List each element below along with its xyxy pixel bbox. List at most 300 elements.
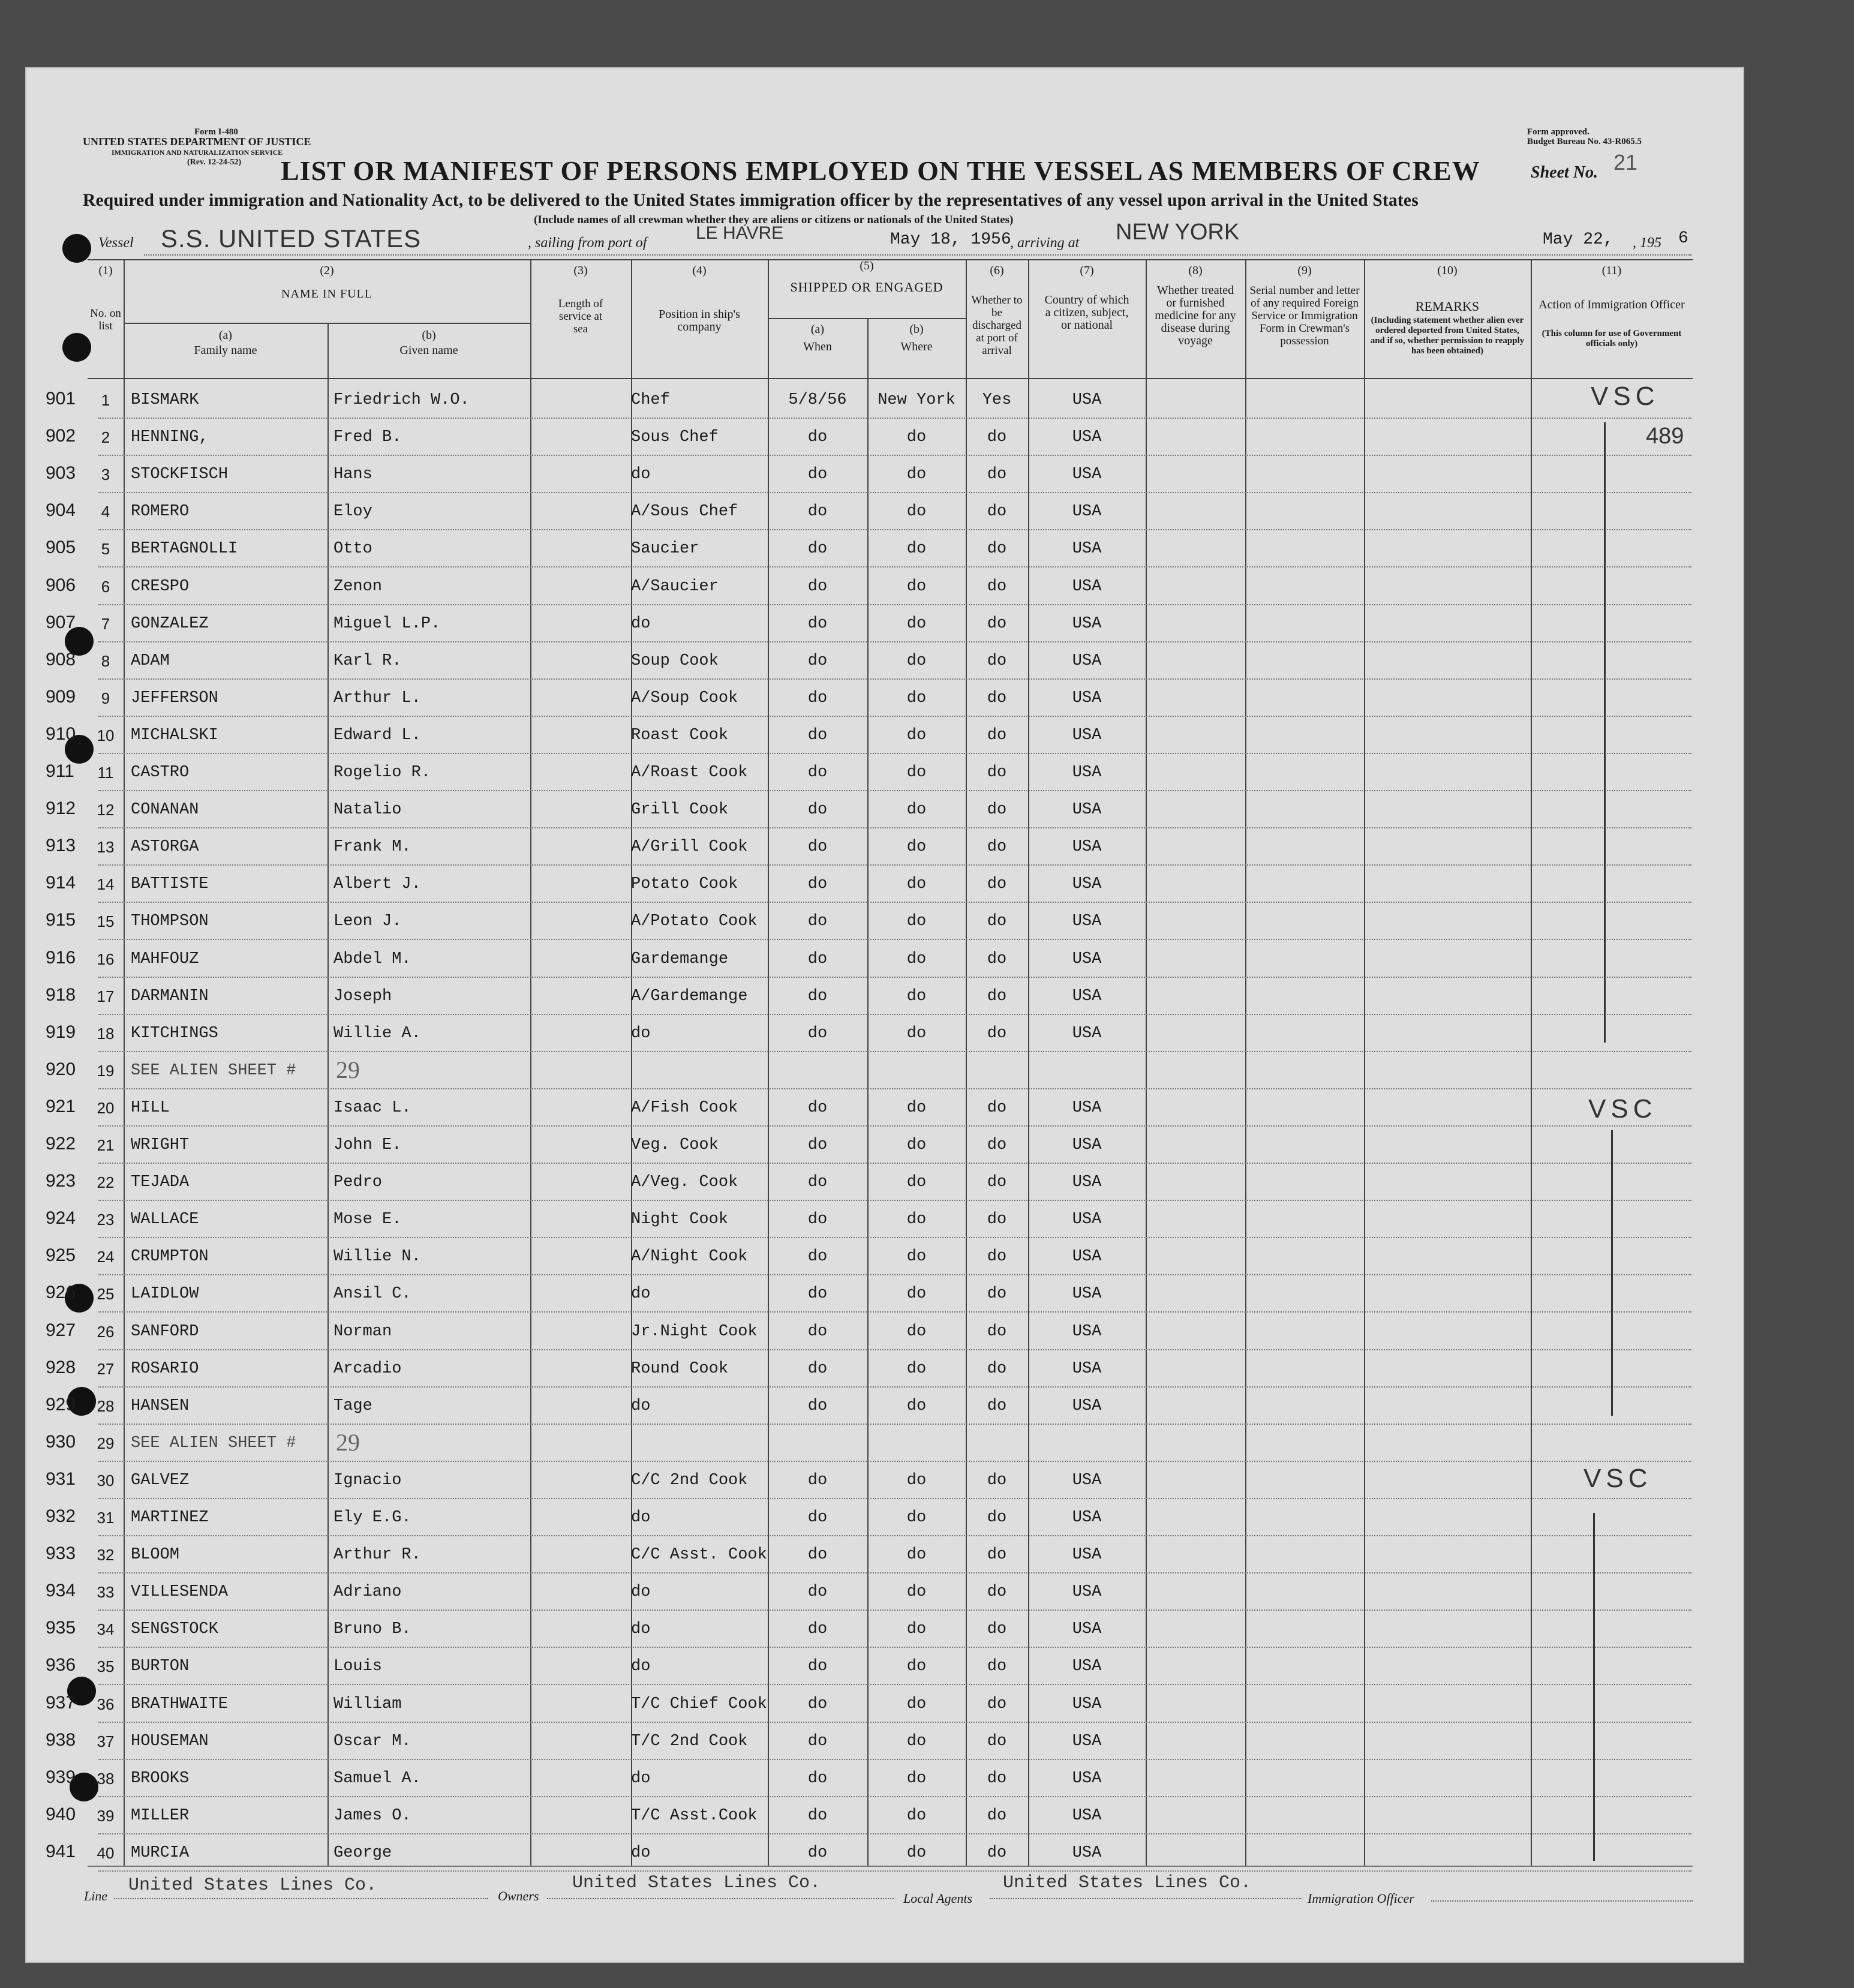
punch-hole	[62, 333, 91, 362]
list-number: 10	[97, 726, 115, 744]
shipped-when: do	[807, 1359, 828, 1378]
line-value: United States Lines Co.	[128, 1875, 377, 1896]
shipped-where: do	[906, 651, 927, 670]
table-row	[0, 1350, 1719, 1388]
shipped-when: do	[807, 726, 828, 744]
col2a-label: Family name	[194, 344, 257, 357]
position: do	[631, 1620, 651, 1639]
list-number: 40	[97, 1843, 115, 1862]
shipped-where: do	[906, 1732, 927, 1750]
shipped-where: do	[906, 1769, 927, 1788]
col7-number: (7)	[1080, 264, 1094, 277]
owners-value: United States Lines Co.	[572, 1873, 821, 1893]
given-name: Norman	[333, 1322, 392, 1341]
register-number: 926	[46, 1283, 76, 1303]
country: USA	[1072, 1211, 1102, 1229]
list-number: 37	[97, 1732, 115, 1750]
list-number: 27	[97, 1359, 115, 1378]
list-number: 3	[101, 466, 110, 484]
table-row	[0, 605, 1719, 642]
col7-label: Country of which a citizen, subject, or national	[1044, 293, 1129, 332]
position: Potato Cook	[631, 875, 738, 894]
register-number: 941	[46, 1841, 76, 1861]
given-name: Leon J.	[333, 912, 402, 931]
family-name: CONANAN	[131, 801, 199, 819]
position: Round Cook	[631, 1359, 729, 1378]
table-row	[0, 791, 1719, 828]
owners-label: Owners	[498, 1888, 539, 1903]
discharged: do	[987, 428, 1007, 447]
table-row	[0, 1052, 1719, 1089]
country: USA	[1072, 689, 1102, 707]
position: Grill Cook	[631, 801, 729, 819]
family-name: MICHALSKI	[131, 726, 218, 744]
discharged: do	[987, 1657, 1007, 1676]
position: C/C 2nd Cook	[631, 1471, 748, 1490]
sail-date: May 18, 1956	[890, 230, 1011, 249]
col3-label: Length of service at sea	[558, 298, 603, 335]
shipped-when: do	[807, 987, 828, 1005]
shipped-where: do	[906, 1285, 927, 1304]
family-name: ADAM	[131, 651, 170, 670]
sheet-label: Sheet No.	[1531, 163, 1598, 182]
agents-label: Local Agents	[903, 1891, 973, 1906]
arriving-label: , arriving at	[1010, 235, 1080, 251]
col2a-letter: (a)	[218, 329, 233, 342]
given-name: Tage	[333, 1397, 372, 1415]
shipped-when: do	[807, 1620, 828, 1639]
shipped-where: do	[906, 1843, 927, 1862]
table-row	[0, 1797, 1719, 1834]
register-number: 939	[46, 1767, 76, 1787]
officer-bracket	[1604, 422, 1606, 1043]
shipped-when: do	[807, 540, 828, 558]
given-name: Otto	[333, 540, 372, 558]
discharged: do	[987, 1322, 1007, 1341]
list-number: 29	[97, 1434, 115, 1452]
register-number: 909	[46, 686, 76, 707]
given-name: 29	[336, 1056, 360, 1083]
shipped-when: do	[807, 466, 828, 484]
table-row	[0, 1611, 1719, 1648]
discharged: do	[987, 838, 1007, 857]
table-row	[0, 941, 1719, 978]
register-number: 933	[46, 1543, 76, 1564]
country: USA	[1072, 503, 1102, 521]
list-number: 38	[97, 1769, 115, 1788]
register-number: 931	[46, 1469, 76, 1489]
shipped-where: do	[906, 875, 927, 894]
country: USA	[1072, 1024, 1102, 1043]
given-name: Pedro	[333, 1173, 383, 1192]
col2-number: (2)	[320, 264, 334, 277]
table-row	[0, 1425, 1719, 1462]
position: Soup Cook	[631, 651, 719, 670]
given-name: Willie A.	[333, 1024, 421, 1043]
register-number: 927	[46, 1320, 76, 1340]
register-number: 916	[46, 947, 76, 968]
discharged: do	[987, 1211, 1007, 1229]
shipped-where: do	[906, 1695, 927, 1713]
shipped-where: do	[906, 764, 927, 782]
given-name: Louis	[333, 1657, 383, 1676]
list-number: 5	[101, 540, 110, 558]
col8-number: (8)	[1188, 264, 1203, 277]
discharged: do	[987, 1024, 1007, 1043]
country: USA	[1072, 1509, 1102, 1527]
shipped-when: do	[807, 1024, 828, 1043]
list-number: 31	[97, 1509, 115, 1527]
family-name: CRESPO	[131, 577, 190, 596]
table-row	[0, 903, 1719, 940]
position: do	[631, 1397, 651, 1415]
col8-label: Whether treated or furnished medicine for any disease during voyage	[1155, 284, 1236, 347]
shipped-when: do	[807, 801, 828, 819]
discharged: do	[987, 1285, 1007, 1304]
discharged: do	[987, 540, 1007, 558]
country: USA	[1072, 764, 1102, 782]
family-name: HENNING,	[131, 428, 209, 447]
register-number: 902	[46, 426, 76, 446]
col2-label: NAME IN FULL	[281, 287, 372, 301]
given-name: Joseph	[333, 987, 392, 1005]
country: USA	[1072, 1471, 1102, 1490]
shipped-when: do	[807, 1248, 828, 1266]
family-name: THOMPSON	[131, 912, 209, 931]
position: A/Veg. Cook	[631, 1173, 738, 1192]
include-note: (Include names of all crewman whether they are aliens or citizens or nationals of the United States)	[534, 214, 1014, 226]
list-number: 15	[97, 912, 115, 931]
country: USA	[1072, 875, 1102, 894]
country: USA	[1072, 1136, 1102, 1154]
register-number: 911	[46, 761, 74, 781]
country: USA	[1072, 1285, 1102, 1304]
list-number: 19	[97, 1061, 115, 1080]
subtitle: Required under immigration and Nationality Act, to be delivered to the United States immigration officer by the representatives of any vessel upon arrival in the United States	[83, 191, 1419, 210]
family-name: SENGSTOCK	[131, 1620, 218, 1639]
subheader-rule	[768, 318, 966, 319]
vessel-name: S.S. UNITED STATES	[161, 224, 422, 253]
family-name: BATTISTE	[131, 875, 209, 894]
service: IMMIGRATION AND NATURALIZATION SERVICE	[112, 148, 283, 157]
position: do	[631, 1769, 651, 1788]
position: Saucier	[631, 540, 699, 558]
shipped-where: do	[906, 1248, 927, 1266]
given-name: Isaac L.	[333, 1098, 411, 1117]
register-number: 906	[46, 575, 76, 595]
table-row	[0, 1275, 1719, 1313]
discharged: do	[987, 1359, 1007, 1378]
table-row	[0, 419, 1719, 456]
register-number: 932	[46, 1506, 76, 1526]
col11-number: (11)	[1601, 264, 1622, 277]
shipped-where: do	[906, 577, 927, 596]
discharged: do	[987, 950, 1007, 968]
register-number: 914	[46, 873, 76, 893]
shipped-when: do	[807, 503, 828, 521]
shipped-when: do	[807, 614, 828, 633]
list-number: 16	[97, 950, 115, 968]
given-name: Ignacio	[333, 1471, 402, 1490]
table-row	[0, 642, 1719, 680]
country: USA	[1072, 651, 1102, 670]
register-number: 904	[46, 500, 76, 521]
list-number: 36	[97, 1695, 115, 1713]
position: T/C Asst.Cook	[631, 1806, 758, 1825]
col4-number: (4)	[692, 264, 707, 277]
table-row	[0, 978, 1719, 1015]
shipped-when: do	[807, 577, 828, 596]
register-number: 923	[46, 1171, 76, 1191]
shipped-where: do	[906, 838, 927, 857]
shipped-when: do	[807, 950, 828, 968]
discharged: do	[987, 1620, 1007, 1639]
family-name: CRUMPTON	[131, 1248, 209, 1266]
shipped-when: 5/8/56	[788, 391, 847, 409]
table-row	[0, 1536, 1719, 1573]
given-name: Karl R.	[333, 651, 402, 670]
list-number: 4	[101, 503, 110, 521]
position: Night Cook	[631, 1211, 729, 1229]
shipped-when: do	[807, 1843, 828, 1862]
sailing-label: , sailing from port of	[528, 235, 647, 251]
family-name: STOCKFISCH	[131, 466, 229, 484]
family-name: MURCIA	[131, 1843, 190, 1862]
country: USA	[1072, 1843, 1102, 1862]
department: UNITED STATES DEPARTMENT OF JUSTICE	[83, 136, 311, 148]
given-name: Albert J.	[333, 875, 421, 894]
register-number: 940	[46, 1804, 76, 1824]
col5a-letter: (a)	[810, 323, 825, 336]
table-row	[0, 1462, 1719, 1499]
family-name: CASTRO	[131, 764, 190, 782]
shipped-where: do	[906, 1322, 927, 1341]
register-number: 929	[46, 1394, 76, 1415]
table-row	[0, 382, 1719, 419]
shipped-where: do	[906, 801, 927, 819]
owners-underline	[547, 1898, 894, 1899]
shipped-where: do	[906, 689, 927, 707]
given-name: Rogelio R.	[333, 764, 431, 782]
table-row	[0, 1388, 1719, 1425]
family-name: HILL	[131, 1098, 170, 1117]
position: C/C Asst. Cook	[631, 1546, 767, 1564]
register-number: 936	[46, 1655, 76, 1675]
col6-number: (6)	[990, 264, 1004, 277]
register-number: 918	[46, 984, 76, 1005]
officer-initials: VSC	[1583, 1464, 1652, 1493]
discharged: do	[987, 1806, 1007, 1825]
page-title: LIST OR MANIFEST OF PERSONS EMPLOYED ON THE VESSEL AS MEMBERS OF CREW	[281, 155, 1480, 186]
shipped-when: do	[807, 912, 828, 931]
family-name: MAHFOUZ	[131, 950, 199, 968]
given-name: Mose E.	[333, 1211, 402, 1229]
register-number: 912	[46, 798, 76, 819]
shipped-when: do	[807, 1098, 828, 1117]
col10-title: REMARKS	[1415, 299, 1480, 314]
list-number: 23	[97, 1211, 115, 1229]
col5-label: SHIPPED OR ENGAGED	[790, 280, 943, 295]
col5b-letter: (b)	[909, 323, 924, 336]
country: USA	[1072, 1359, 1102, 1378]
line-label: Line	[84, 1888, 108, 1903]
list-number: 6	[101, 577, 110, 596]
table-row	[0, 1760, 1719, 1797]
given-name: Hans	[333, 466, 372, 484]
shipped-when: do	[807, 1471, 828, 1490]
given-name: Willie N.	[333, 1248, 421, 1266]
register-number: 908	[46, 649, 76, 669]
list-number: 28	[97, 1397, 115, 1415]
discharged: do	[987, 614, 1007, 633]
register-number: 910	[46, 723, 76, 744]
col11-label: (This column for use of Government officials only)	[1542, 329, 1682, 349]
shipped-where: do	[906, 726, 927, 744]
list-number: 8	[101, 651, 110, 670]
table-row	[0, 1127, 1719, 1164]
family-name: ROSARIO	[131, 1359, 199, 1378]
position: A/Sous Chef	[631, 503, 738, 521]
family-name: SANFORD	[131, 1322, 199, 1341]
shipped-when: do	[807, 1546, 828, 1564]
table-row	[0, 1648, 1719, 1685]
given-name: Arthur R.	[333, 1546, 421, 1564]
register-number: 922	[46, 1134, 76, 1154]
discharged: do	[987, 726, 1007, 744]
position: T/C 2nd Cook	[631, 1732, 748, 1750]
shipped-when: do	[807, 875, 828, 894]
given-name: Ely E.G.	[333, 1509, 411, 1527]
register-number: 924	[46, 1208, 76, 1229]
table-row	[0, 568, 1719, 605]
discharged: do	[987, 689, 1007, 707]
given-name: George	[333, 1843, 392, 1862]
position: Jr.Night Cook	[631, 1322, 758, 1341]
shipped-where: do	[906, 1546, 927, 1564]
shipped-where: do	[906, 1173, 927, 1192]
shipped-when: do	[807, 1806, 828, 1825]
discharged: do	[987, 1769, 1007, 1788]
officer-bracket	[1593, 1513, 1595, 1861]
table-row	[0, 1238, 1719, 1275]
family-name: ASTORGA	[131, 838, 199, 857]
table-row	[0, 754, 1719, 791]
officer-initials: VSC	[1588, 1094, 1657, 1124]
register-number: 907	[46, 612, 76, 632]
shipped-where: do	[906, 466, 927, 484]
country: USA	[1072, 1098, 1102, 1117]
discharged: do	[987, 1732, 1007, 1750]
shipped-when: do	[807, 1769, 828, 1788]
country: USA	[1072, 1322, 1102, 1341]
discharged: do	[987, 912, 1007, 931]
family-name: WRIGHT	[131, 1136, 190, 1154]
family-name: ROMERO	[131, 503, 190, 521]
agents-underline	[990, 1898, 1302, 1899]
row-rule	[98, 1870, 1691, 1872]
register-number: 921	[46, 1096, 76, 1116]
family-name: HANSEN	[131, 1397, 190, 1415]
register-number: 905	[46, 537, 76, 558]
position: A/Potato Cook	[631, 912, 758, 931]
list-number: 34	[97, 1620, 115, 1639]
country: USA	[1072, 577, 1102, 596]
country: USA	[1072, 912, 1102, 931]
col4-label: Position in ship's company	[659, 308, 740, 334]
shipped-when: do	[807, 1136, 828, 1154]
given-name: Adriano	[333, 1583, 402, 1602]
table-row	[0, 1201, 1719, 1238]
table-row	[0, 1089, 1719, 1127]
country: USA	[1072, 1620, 1102, 1639]
list-number: 13	[97, 838, 115, 857]
table-row	[0, 1499, 1719, 1536]
shipped-when: do	[807, 1509, 828, 1527]
discharged: do	[987, 577, 1007, 596]
country: USA	[1072, 950, 1102, 968]
list-number: 7	[101, 614, 110, 633]
shipped-when: do	[807, 1397, 828, 1415]
table-row	[0, 828, 1719, 866]
vessel-label: Vessel	[98, 235, 134, 251]
discharged: Yes	[982, 391, 1012, 409]
col2b-letter: (b)	[422, 329, 436, 342]
shipped-where: do	[906, 1024, 927, 1043]
given-name: Samuel A.	[333, 1769, 421, 1788]
register-number: 930	[46, 1431, 76, 1452]
position: A/Soup Cook	[631, 689, 738, 707]
table-row	[0, 1313, 1719, 1350]
family-name: WALLACE	[131, 1211, 199, 1229]
family-name: TEJADA	[131, 1173, 190, 1192]
table-row	[0, 530, 1719, 567]
shipped-where: do	[906, 428, 927, 447]
discharged: do	[987, 503, 1007, 521]
register-number: 903	[46, 463, 76, 484]
discharged: do	[987, 1136, 1007, 1154]
country: USA	[1072, 1546, 1102, 1564]
table-row	[0, 493, 1719, 530]
shipped-where: do	[906, 1583, 927, 1602]
punch-hole	[62, 234, 91, 263]
country: USA	[1072, 1397, 1102, 1415]
list-number: 20	[97, 1098, 115, 1117]
shipped-where: do	[906, 1620, 927, 1639]
country: USA	[1072, 1732, 1102, 1750]
shipped-where: do	[906, 1657, 927, 1676]
shipped-where: do	[906, 1509, 927, 1527]
position: do	[631, 1583, 651, 1602]
discharged: do	[987, 801, 1007, 819]
country: USA	[1072, 391, 1102, 409]
shipped-where: do	[906, 503, 927, 521]
family-name: JEFFERSON	[131, 689, 218, 707]
table-row	[0, 1686, 1719, 1723]
shipped-when: do	[807, 428, 828, 447]
family-name: GONZALEZ	[131, 614, 209, 633]
given-name: Friedrich W.O.	[333, 391, 470, 409]
country: USA	[1072, 1248, 1102, 1266]
col5b-label: Where	[900, 340, 933, 353]
family-name: BROOKS	[131, 1769, 190, 1788]
family-name: KITCHINGS	[131, 1024, 218, 1043]
country: USA	[1072, 540, 1102, 558]
list-number: 39	[97, 1806, 115, 1825]
family-name: DARMANIN	[131, 987, 209, 1005]
family-name: GALVEZ	[131, 1471, 190, 1490]
position: T/C Chief Cook	[631, 1695, 767, 1713]
country: USA	[1072, 614, 1102, 633]
